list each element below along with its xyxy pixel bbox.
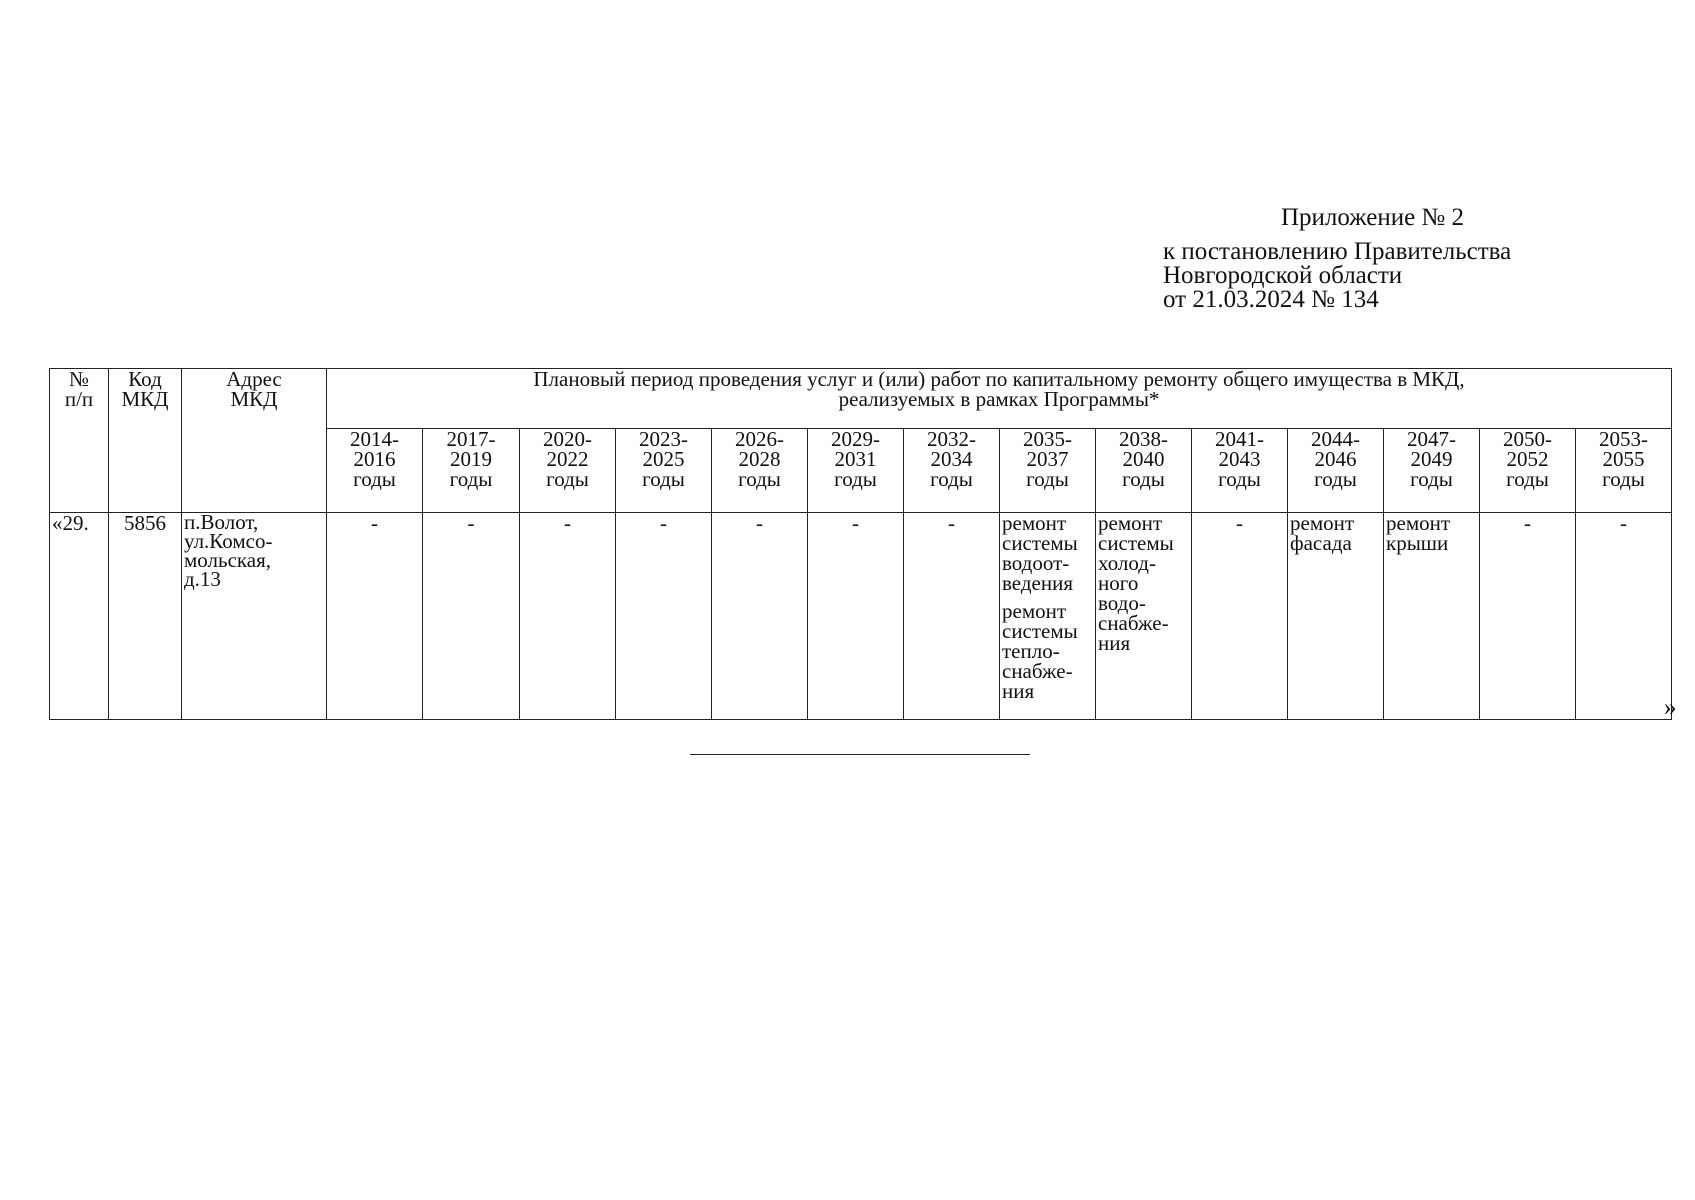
header-line-1: к постановлению Правительства <box>1163 238 1512 265</box>
repair-item-heating: ремонт системы тепло- снабже- ния <box>1002 599 1078 703</box>
mkd-address: п.Волот, ул.Комсо- мольская, д.13 <box>182 513 327 720</box>
row-number: «29. <box>50 513 109 720</box>
appendix-title: Приложение № 2 <box>1281 204 1465 231</box>
closing-quote: » <box>1664 694 1677 721</box>
repair-plan-table <box>49 368 1672 720</box>
header-code <box>109 369 182 513</box>
mkd-code: 5856 <box>109 513 182 720</box>
document-header <box>1163 206 1511 312</box>
header-address <box>182 369 327 513</box>
period-cell: - <box>1480 513 1576 720</box>
year-header: 2041- 2043 годы <box>1192 429 1288 513</box>
period-cell: - <box>520 513 616 720</box>
period-cell-2035 <box>1000 513 1096 720</box>
repair-item-drainage: ремонт системы водоот- ведения <box>1002 511 1078 595</box>
year-header: 2020- 2022 годы <box>520 429 616 513</box>
period-cell: - <box>1576 513 1672 720</box>
header-address-label: Адрес МКД <box>226 367 282 411</box>
year-header: 2029- 2031 годы <box>808 429 904 513</box>
header-code-label: Код МКД <box>121 367 169 411</box>
header-num-label: № п/п <box>64 367 94 411</box>
year-header: 2017- 2019 годы <box>423 429 520 513</box>
year-header: 2035- 2037 годы <box>1000 429 1096 513</box>
year-header: 2023- 2025 годы <box>616 429 712 513</box>
year-header: 2038- 2040 годы <box>1096 429 1192 513</box>
header-period-label: Плановый период проведения услуг и (или) работ по капитальному ремонту общего имущества в МКД, реализуемых в рамках Программы* <box>533 367 1465 411</box>
table-row <box>50 513 1672 720</box>
year-header: 2047- 2049 годы <box>1384 429 1480 513</box>
year-header: 2053- 2055 годы <box>1576 429 1672 513</box>
header-period <box>327 369 1672 429</box>
period-cell-2044: ремонт фасада <box>1288 513 1384 720</box>
period-cell: - <box>1192 513 1288 720</box>
year-header: 2014- 2016 годы <box>327 429 423 513</box>
period-cell: - <box>712 513 808 720</box>
header-line-2: Новгородской области <box>1163 262 1403 289</box>
period-cell: - <box>808 513 904 720</box>
year-header: 2032- 2034 годы <box>904 429 1000 513</box>
header-num <box>50 369 109 513</box>
period-cell: - <box>616 513 712 720</box>
header-line-3: от 21.03.2024 № 134 <box>1163 286 1379 313</box>
year-header: 2050- 2052 годы <box>1480 429 1576 513</box>
year-header: 2026- 2028 годы <box>712 429 808 513</box>
period-cell-2038: ремонт системы холод- ного водо- снабже- ния <box>1096 513 1192 720</box>
period-cell: - <box>904 513 1000 720</box>
year-header: 2044- 2046 годы <box>1288 429 1384 513</box>
period-cell: - <box>327 513 423 720</box>
separator-line <box>690 754 1030 755</box>
period-cell-2047: ремонт крыши <box>1384 513 1480 720</box>
period-cell: - <box>423 513 520 720</box>
